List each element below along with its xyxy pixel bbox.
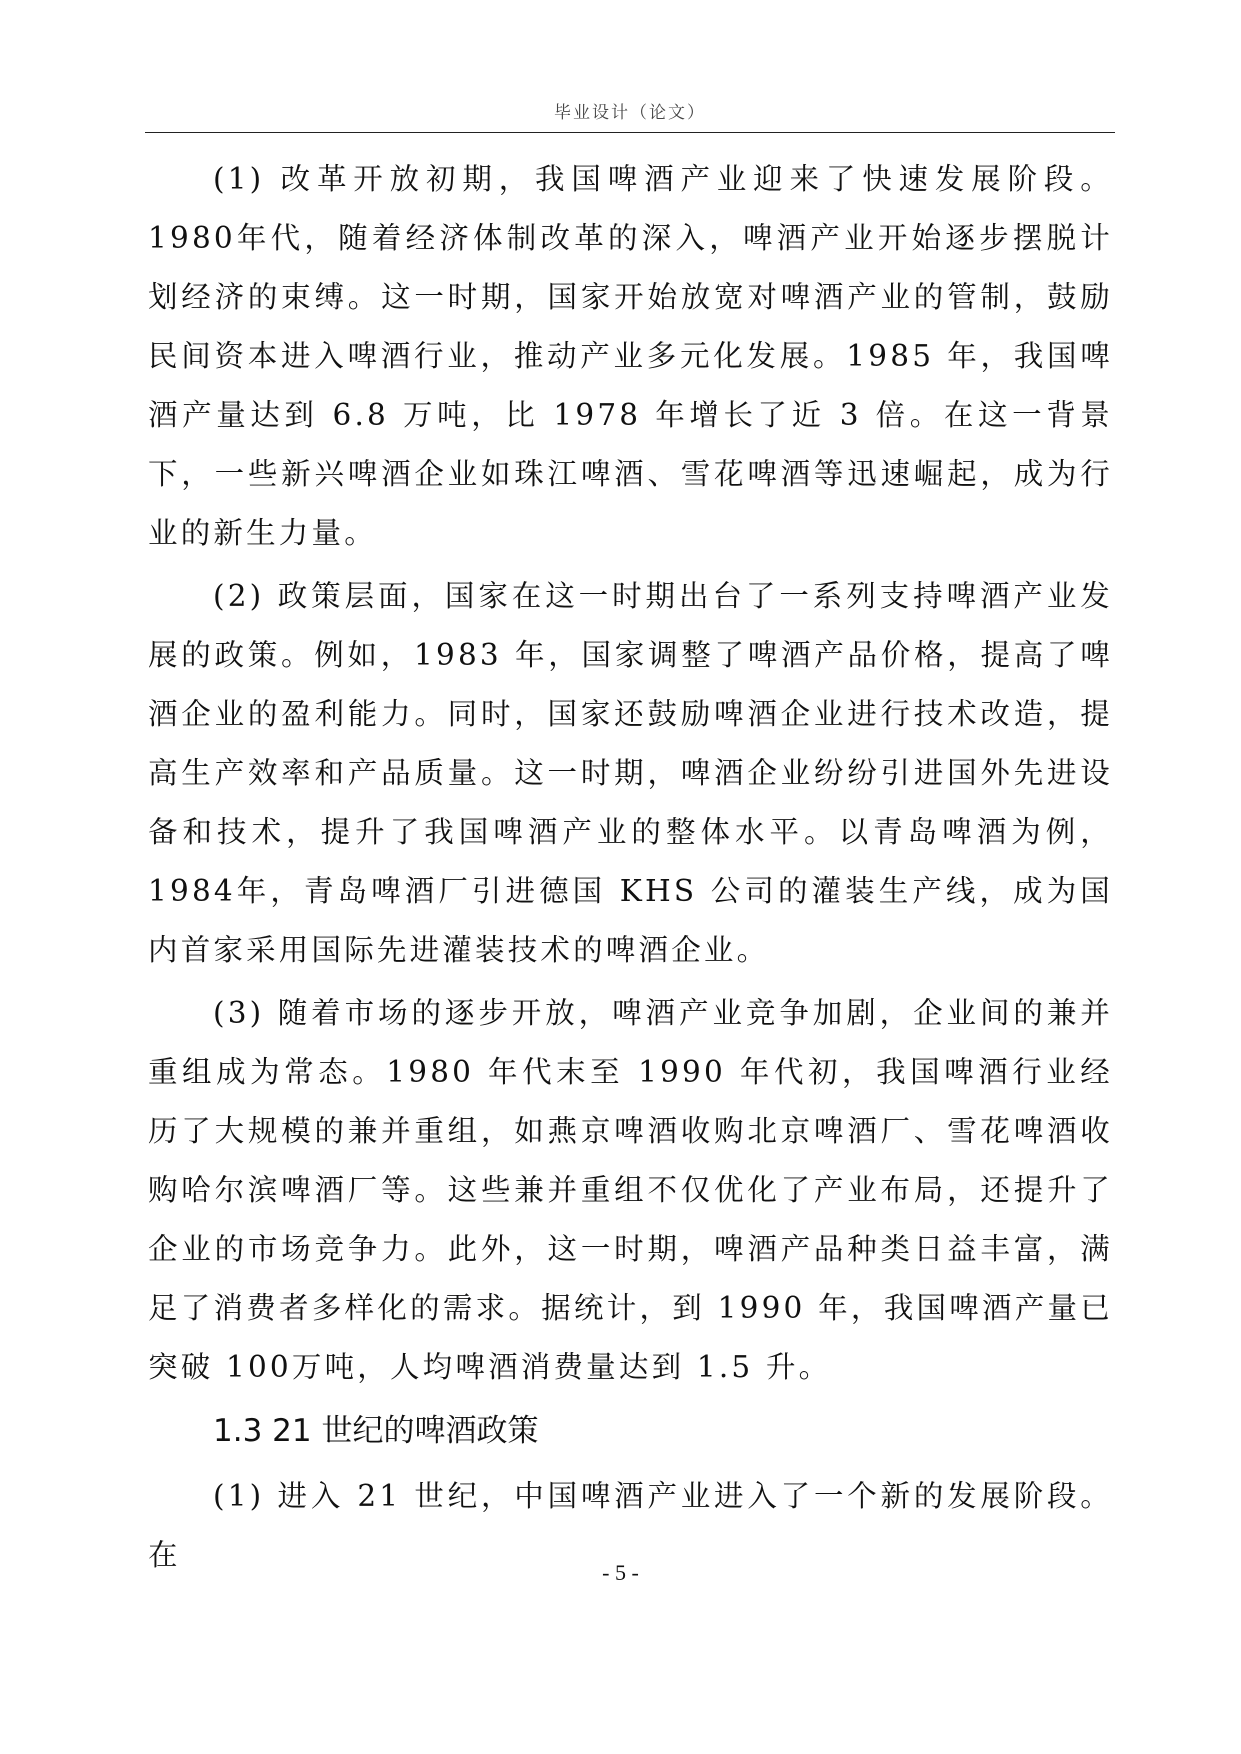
header-divider — [145, 132, 1115, 133]
section-heading: 1.3 21 世纪的啤酒政策 — [213, 1413, 539, 1449]
paragraph-2: (2) 政策层面，国家在这一时期出台了一系列支持啤酒产业发展的政策。例如，1983 年，国家调整了啤酒产品价格，提高了啤酒企业的盈利能力。同时，国家还鼓励啤酒企业进行技术改造，提高生产效率和产品质量。这一时期，啤酒企业纷纷引进国外先进设备和技术，提升了我国啤酒产业的整体水平。以青岛啤酒为例，1984年，青岛啤酒厂引进德国 KHS 公司的灌装生产线，成为国内首家采用国际先进灌装技术的啤酒企业。 — [148, 579, 1113, 967]
section-paragraph-1: (1) 进入 21 世纪，中国啤酒产业进入了一个新的发展阶段。在 — [148, 1479, 1113, 1572]
paragraph-3: (3) 随着市场的逐步开放，啤酒产业竞争加剧，企业间的兼并重组成为常态。1980 年代末至 1990 年代初，我国啤酒行业经历了大规模的兼并重组，如燕京啤酒收购北京啤酒厂、雪花啤酒收购哈尔滨啤酒厂等。这些兼并重组不仅优化了产业布局，还提升了企业的市场竞争力。此外，这一时期，啤酒产品种类日益丰富，满足了消费者多样化的需求。据统计，到 1990 年，我国啤酒产量已突破 100万吨，人均啤酒消费量达到 1.5 升。 — [148, 996, 1113, 1384]
document-body — [148, 150, 1113, 1589]
page-header-title: 毕业设计（论文） — [554, 103, 706, 123]
page-number: - 5 - — [602, 1560, 639, 1585]
paragraph-1: (1) 改革开放初期，我国啤酒产业迎来了快速发展阶段。1980年代，随着经济体制改革的深入，啤酒产业开始逐步摆脱计划经济的束缚。这一时期，国家开始放宽对啤酒产业的管制，鼓励民间资本进入啤酒行业，推动产业多元化发展。1985 年，我国啤酒产量达到 6.8 万吨，比 1978 年增长了近 3 倍。在这一背景下，一些新兴啤酒企业如珠江啤酒、雪花啤酒等迅速崛起，成为行业的新生力量。 — [148, 162, 1113, 550]
